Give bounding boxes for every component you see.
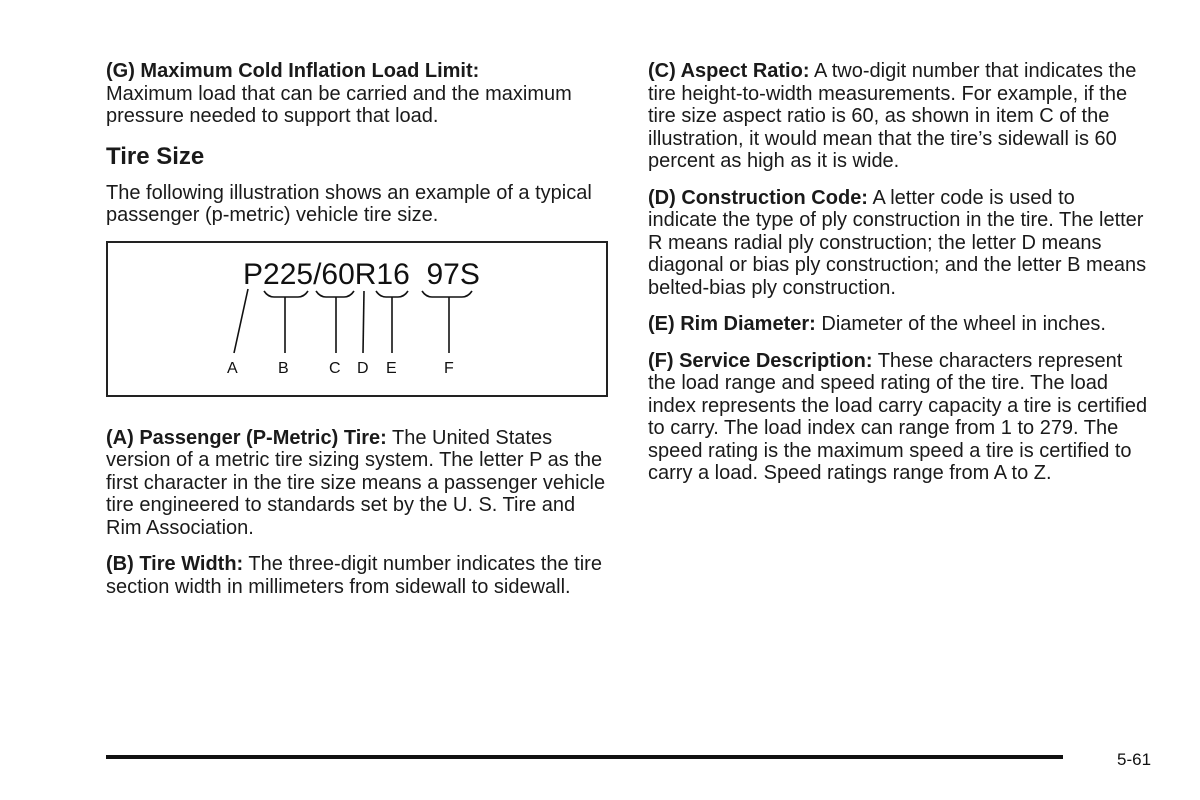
intro-paragraph: The following illustration shows an example of a typical passenger (p-metric) vehicle tire size.: [106, 181, 592, 226]
paragraph-f: [648, 350, 1148, 485]
term-f: (F) Service Description:: [648, 349, 873, 372]
bracket-e: [376, 291, 408, 297]
text-d: A letter code is used to indicate the type of ply construction in the tire. The letter R means radial ply construction; the letter D means diagonal or bias ply construction; and the letter B means belted-bias ply construction.: [648, 186, 1147, 299]
term-g: (G) Maximum Cold Inflation Load Limit:: [106, 60, 480, 82]
footer-rule: [106, 755, 1063, 759]
text-f: These characters represent the load range and speed rating of the tire. The load index represents the load carry capacity a tire is certified to carry. The load index can range from 1 to 279. The speed rating is the maximum speed a tire is certified to carry a load. Speed ratings range from A to Z.: [648, 349, 1148, 484]
bracket-c: [316, 291, 354, 297]
term-d: (D) Construction Code:: [648, 186, 868, 209]
tire-size-illustration: [106, 241, 608, 397]
term-b: (B) Tire Width:: [106, 553, 244, 575]
text-a: The United States version of a metric tire sizing system. The letter P as the first character in the tire size means a passenger vehicle tire engineered to standards set by the U. S. Tire and Rim Association.: [106, 426, 606, 539]
page-number: 5-61: [1117, 750, 1152, 769]
term-a: (A) Passenger (P-Metric) Tire:: [106, 426, 387, 449]
label-f: F: [444, 359, 454, 377]
label-d: D: [357, 359, 369, 377]
right-column: [648, 60, 1148, 499]
bracket-f: [422, 291, 472, 297]
paragraph-c: [648, 60, 1148, 173]
paragraph-b: [106, 553, 614, 598]
paragraph-e: [648, 313, 1148, 336]
paragraph-a: [106, 427, 614, 540]
text-c: A two-digit number that indicates the tire height-to-width measurements. For example, if the tire size aspect ratio is 60, as shown in item C of the illustration, it would mean that the tire’s sidewall is 60 percent as high as it is wide.: [648, 60, 1137, 172]
left-column: [106, 60, 614, 612]
text-g: Maximum load that can be carried and the maximum pressure needed to support that load.: [106, 82, 572, 127]
text-e: Diameter of the wheel in inches.: [821, 313, 1106, 335]
bracket-b: [264, 291, 308, 297]
paragraph-g: [106, 60, 614, 128]
section-heading: Tire Size: [106, 142, 205, 170]
term-c: (C) Aspect Ratio:: [648, 60, 810, 82]
tire-code-text: P225/60R16 97S: [243, 257, 480, 291]
paragraph-d: [648, 187, 1148, 300]
leader-a: [234, 289, 248, 353]
label-e: E: [386, 359, 397, 377]
label-a: A: [227, 359, 238, 377]
term-e: (E) Rim Diameter:: [648, 313, 816, 335]
tire-size-diagram: [108, 243, 606, 395]
label-b: B: [278, 359, 289, 377]
leader-d: [363, 291, 364, 353]
text-b: The three-digit number indicates the tire section width in millimeters from sidewall to sidewall.: [106, 553, 602, 598]
label-c: C: [329, 359, 341, 377]
